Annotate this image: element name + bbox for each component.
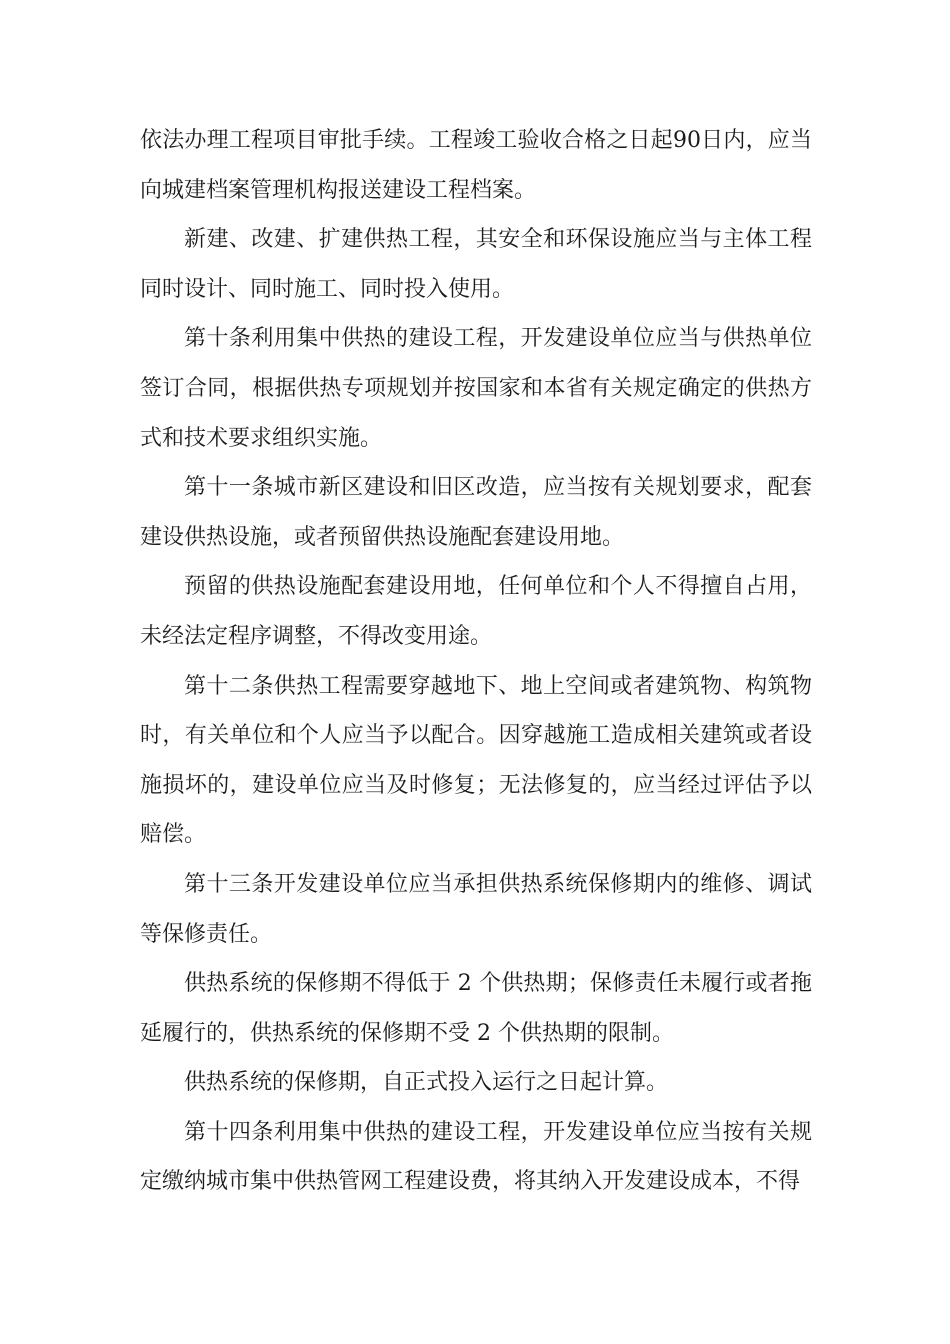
paragraph-9: 供热系统的保修期，自正式投入运行之日起计算。	[184, 1070, 669, 1096]
paragraph-article-11: 第十一条城市新区建设和旧区改造，应当按有关规划要求，配套建设供热设施，或者预留供热设施配套建设用地。	[140, 475, 812, 550]
paragraph-article-14: 第十四条利用集中供热的建设工程，开发建设单位应当按有关规定缴纳城市集中供热管网工程建设费，将其纳入开发建设成本，不得	[140, 1119, 812, 1195]
paragraph-article-12: 第十二条供热工程需要穿越地下、地上空间或者建筑物、构筑物时，有关单位和个人应当予以配合。因穿越施工造成相关建筑或者设施损坏的，建设单位应当及时修复；无法修复的，应当经过评估予以赔偿。	[140, 673, 812, 848]
paragraph-1: 依法办理工程项目审批手续。工程竣工验收合格之日起90日内，应当向城建档案管理机构报送建设工程档案。	[140, 128, 812, 203]
paragraph-article-13: 第十三条开发建设单位应当承担供热系统保修期内的维修、调试等保修责任。	[140, 871, 812, 947]
paragraph-article-10: 第十条利用集中供热的建设工程，开发建设单位应当与供热单位签订合同，根据供热专项规划并按国家和本省有关规定确定的供热方式和技术要求组织实施。	[140, 326, 812, 451]
document-body	[140, 116, 812, 1207]
paragraph-8: 供热系统的保修期不得低于 2 个供热期；保修责任未履行或者拖延履行的，供热系统的保修期不受 2 个供热期的限制。	[140, 971, 812, 1046]
paragraph-2: 新建、改建、扩建供热工程，其安全和环保设施应当与主体工程同时设计、同时施工、同时投入使用。	[140, 227, 812, 302]
paragraph-5: 预留的供热设施配套建设用地，任何单位和个人不得擅自占用，未经法定程序调整，不得改变用途。	[140, 574, 812, 649]
